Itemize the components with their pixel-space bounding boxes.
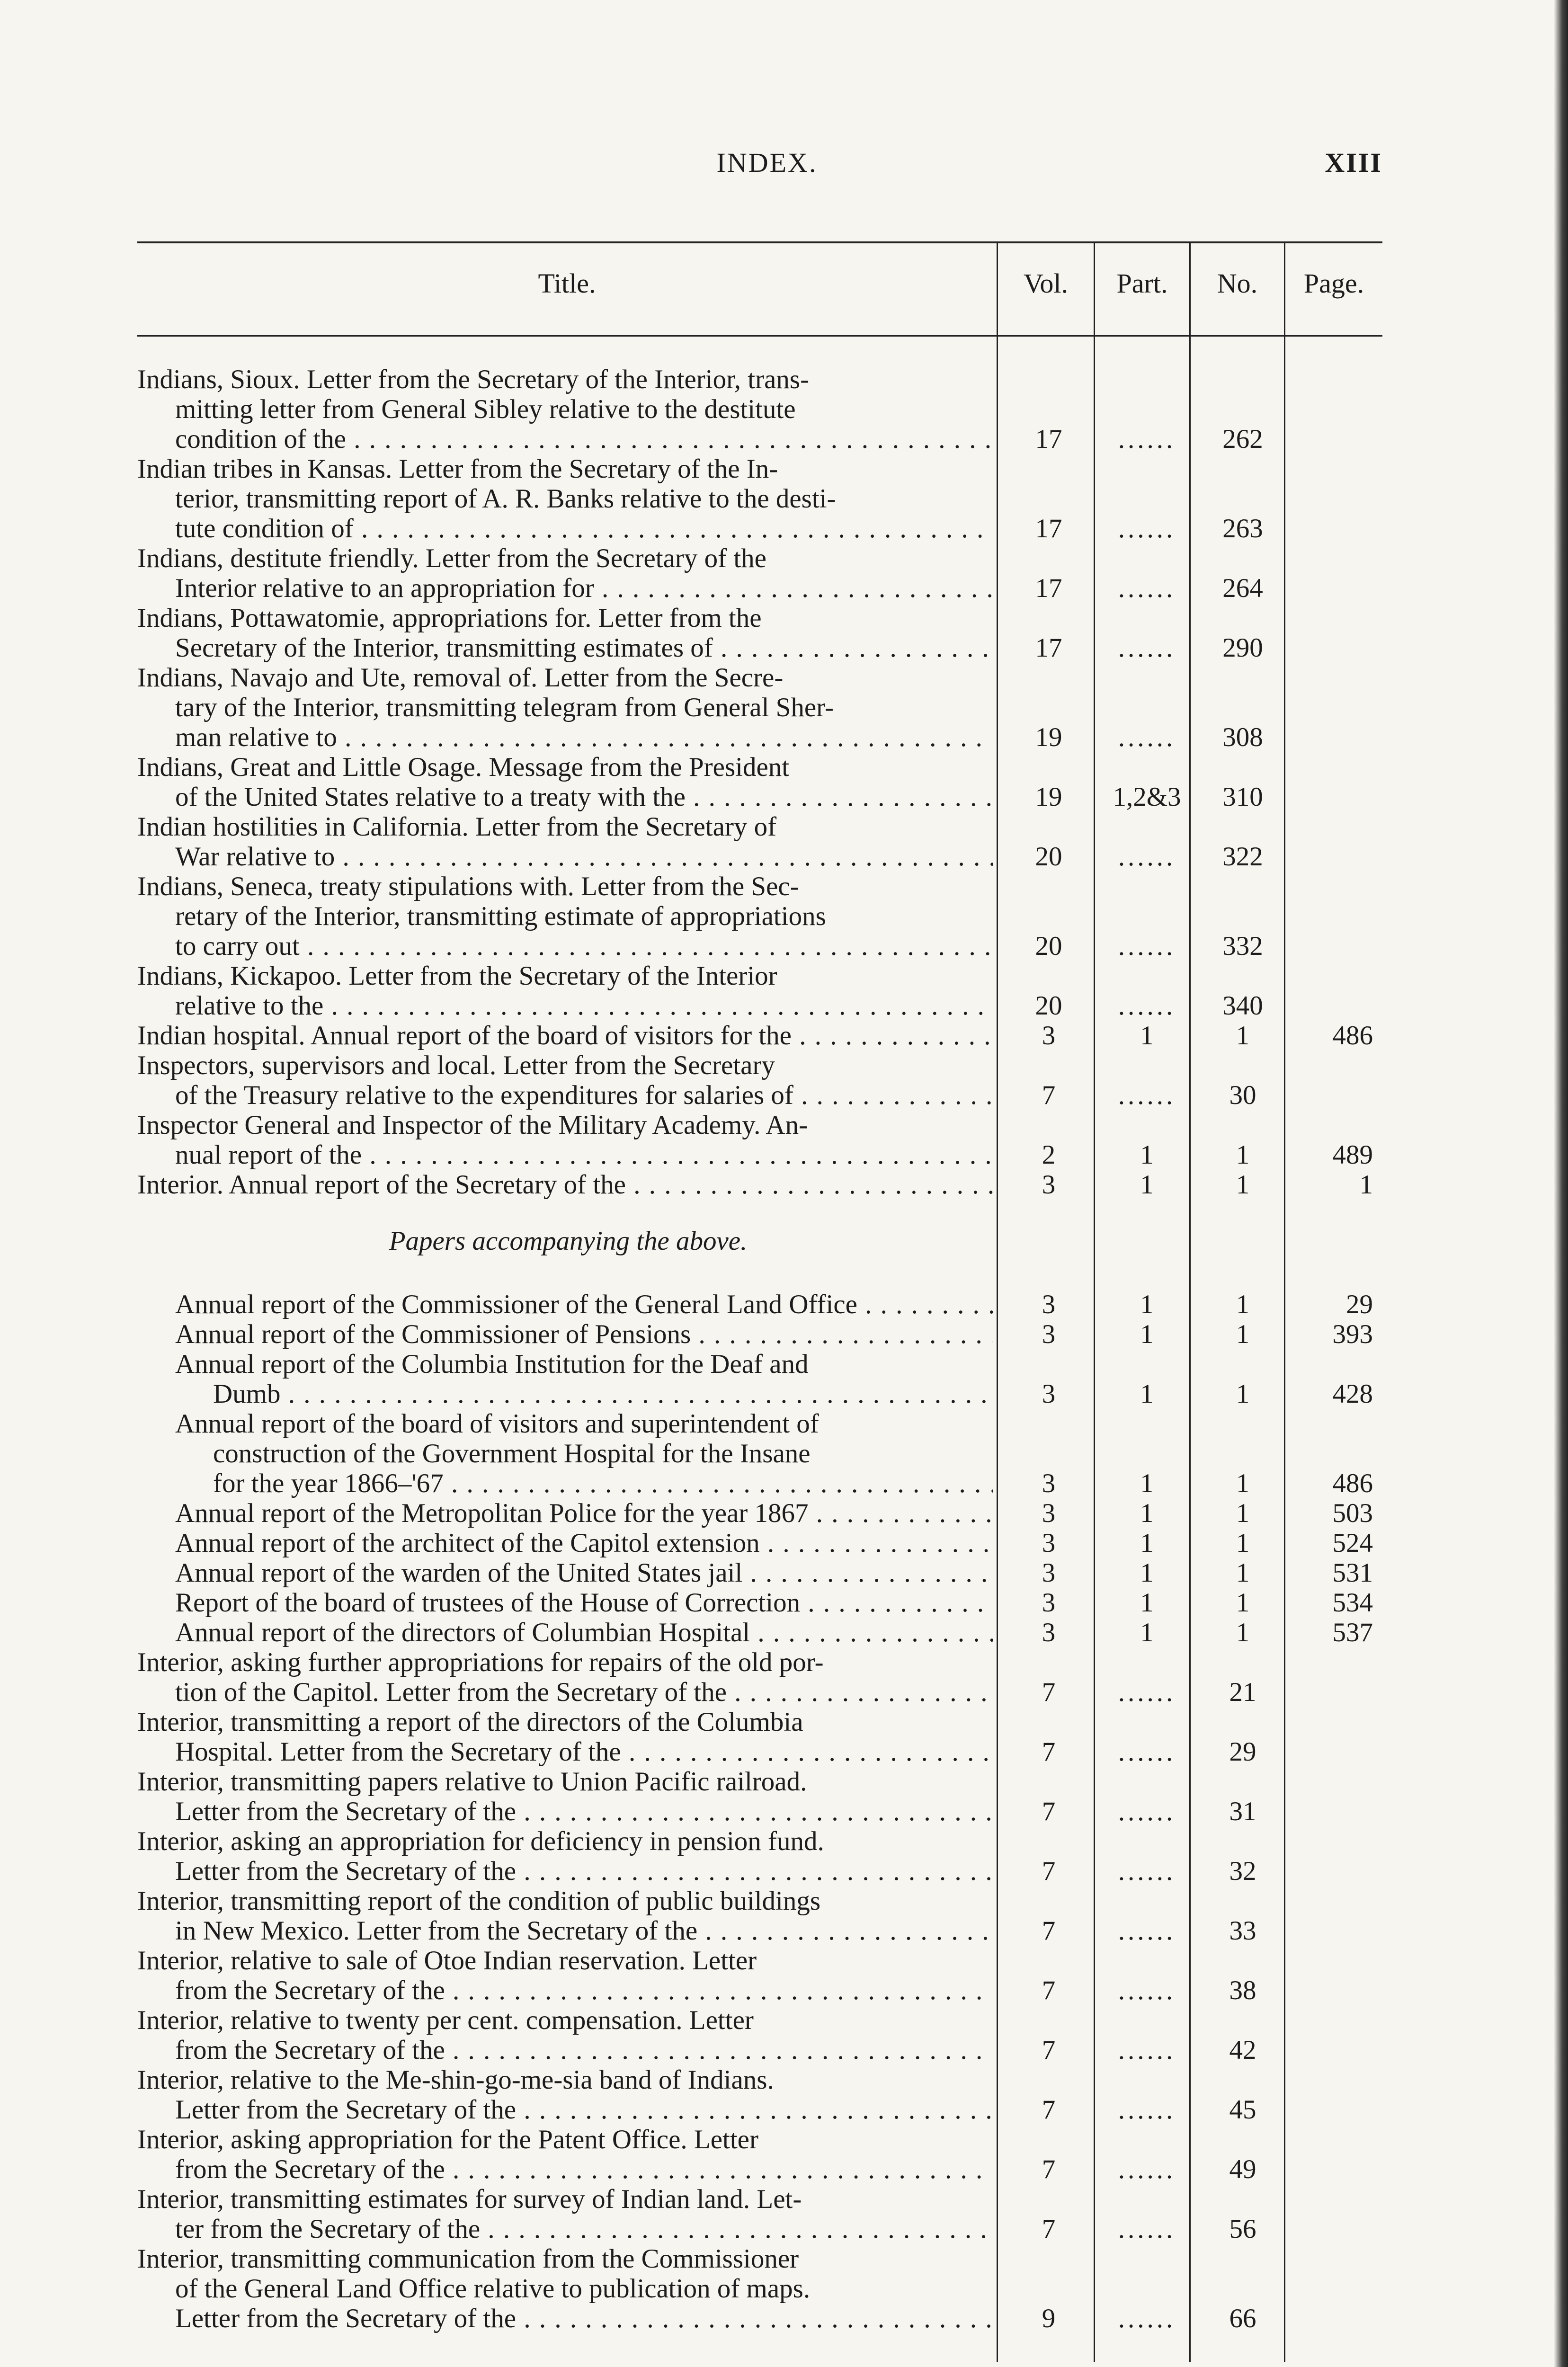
index-entries	[137, 365, 1382, 2333]
entry-title-line: Interior, relative to the Me-shin-go-me-sia band of Indians.	[137, 2065, 774, 2095]
index-entry	[137, 365, 1382, 454]
entry-title-line: War relative to . . .	[137, 842, 993, 872]
entry-title	[137, 1498, 999, 1528]
entry-vol: 7	[1042, 2214, 1056, 2244]
entries-main	[137, 365, 1382, 1200]
index-entry	[137, 1349, 1382, 1409]
entry-part: ......	[1118, 1856, 1176, 1886]
entry-title-line: from the Secretary of the . . .	[137, 2035, 993, 2065]
entry-title-line: of the Treasury relative to the expenditures for salaries of . . .	[137, 1080, 993, 1110]
entry-part: ......	[1118, 514, 1176, 543]
entry-title	[137, 1618, 999, 1647]
entry-no: 66	[1229, 2304, 1256, 2333]
entry-page	[1290, 1946, 1382, 2005]
entry-no: 1	[1236, 1498, 1250, 1528]
entry-no: 332	[1222, 931, 1263, 961]
entry-no: 21	[1229, 1677, 1256, 1707]
entry-title-line: Annual report of the Commissioner of the General Land Office . . .	[137, 1290, 993, 1319]
entry-no: 1	[1236, 1558, 1250, 1588]
entry-title-line: Interior, asking further appropriations for repairs of the old por-	[137, 1647, 824, 1677]
entry-part: ......	[1118, 1797, 1176, 1826]
entry-no: 1	[1236, 1468, 1250, 1498]
entry-vol: 3	[1042, 1379, 1056, 1409]
entry-no: 1	[1236, 1528, 1250, 1558]
entry-title-line: Annual report of the board of visitors and superintendent of	[175, 1409, 819, 1439]
entry-part: ......	[1118, 424, 1176, 454]
entry-vol: 17	[1035, 514, 1062, 543]
entry-vol: 9	[1042, 2304, 1056, 2333]
entry-no: 32	[1229, 1856, 1256, 1886]
entry-no: 42	[1229, 2035, 1256, 2065]
entry-title	[137, 752, 999, 812]
entry-title-line: Indians, destitute friendly. Letter from the Secretary of the	[137, 543, 766, 573]
entry-title-line: Letter from the Secretary of the . . .	[137, 1797, 993, 1826]
entry-part: ......	[1118, 1737, 1176, 1767]
entry-part: 1	[1140, 1140, 1154, 1170]
entry-vol: 7	[1042, 1737, 1056, 1767]
entry-vol: 7	[1042, 1916, 1056, 1946]
index-entry	[137, 1110, 1382, 1170]
entry-vol: 20	[1035, 842, 1062, 872]
index-entry	[137, 543, 1382, 603]
entry-part: ......	[1118, 1975, 1176, 2005]
entry-title-line: Indians, Kickapoo. Letter from the Secretary of the Interior	[137, 961, 777, 991]
index-entry	[137, 1886, 1382, 1946]
entry-no: 310	[1222, 782, 1263, 812]
entry-title	[137, 1290, 999, 1319]
entry-title-line: for the year 1866–'67 . . .	[137, 1468, 993, 1498]
entry-page: 486	[1332, 1021, 1373, 1050]
entry-vol: 3	[1042, 1021, 1056, 1050]
column-header-no: No.	[1217, 268, 1258, 299]
entry-title-line: Annual report of the Columbia Institution for the Deaf and	[175, 1349, 809, 1379]
entry-page: 531	[1332, 1558, 1373, 1588]
column-header-vol: Vol.	[1023, 268, 1069, 299]
entry-part: ......	[1118, 1916, 1176, 1946]
page-title: INDEX.	[716, 147, 818, 178]
entry-page	[1290, 543, 1382, 603]
index-entry	[137, 1588, 1382, 1618]
entry-title-line: Interior, transmitting papers relative to Union Pacific railroad.	[137, 1767, 807, 1797]
entry-title	[137, 1946, 999, 2005]
entry-part: ......	[1118, 991, 1176, 1021]
index-entry	[137, 2005, 1382, 2065]
entry-title	[137, 1409, 999, 1498]
index-entry	[137, 1409, 1382, 1498]
entry-title-line: Annual report of the architect of the Capitol extension . . .	[137, 1528, 993, 1558]
entry-vol: 3	[1042, 1498, 1056, 1528]
entry-title	[137, 1558, 999, 1588]
entry-title-line: nual report of the . . .	[137, 1140, 993, 1170]
entry-page	[1290, 454, 1382, 543]
entry-no: 30	[1229, 1080, 1256, 1110]
entry-title	[137, 365, 999, 454]
entry-no: 262	[1222, 424, 1263, 454]
entry-title	[137, 1647, 999, 1707]
entry-no: 264	[1222, 573, 1263, 603]
entry-title-line: from the Secretary of the . . .	[137, 2154, 993, 2184]
entry-part: 1	[1140, 1290, 1154, 1319]
entry-title-line: Interior, asking an appropriation for deficiency in pension fund.	[137, 1826, 824, 1856]
entry-page	[1290, 1647, 1382, 1707]
index-entry	[137, 2244, 1382, 2333]
entry-no: 1	[1236, 1319, 1250, 1349]
entry-title-line: Inspectors, supervisors and local. Letter from the Secretary	[137, 1050, 775, 1080]
entry-page: 486	[1332, 1468, 1373, 1498]
entry-title	[137, 961, 999, 1021]
entry-title-line: Indians, Seneca, treaty stipulations with. Letter from the Sec-	[137, 872, 799, 901]
entry-vol: 17	[1035, 573, 1062, 603]
entry-title-line: to carry out . . .	[137, 931, 993, 961]
index-entry	[137, 1498, 1382, 1528]
entry-page: 534	[1332, 1588, 1373, 1618]
entry-title	[137, 2244, 999, 2333]
entry-title	[137, 663, 999, 752]
entry-vol: 20	[1035, 991, 1062, 1021]
index-entry	[137, 1021, 1382, 1050]
index-entry	[137, 1558, 1382, 1588]
index-entry	[137, 2065, 1382, 2125]
entry-page	[1290, 603, 1382, 663]
index-entry	[137, 1528, 1382, 1558]
entry-vol: 7	[1042, 1975, 1056, 2005]
index-entry	[137, 1290, 1382, 1319]
entry-title	[137, 1021, 999, 1050]
entry-title	[137, 454, 999, 543]
entry-part: 1	[1140, 1379, 1154, 1409]
entry-vol: 19	[1035, 782, 1062, 812]
entry-no: 1	[1236, 1618, 1250, 1647]
entry-vol: 7	[1042, 2035, 1056, 2065]
entry-no: 29	[1229, 1737, 1256, 1767]
entry-title-line: tary of the Interior, transmitting telegram from General Sher-	[175, 693, 834, 722]
entry-page	[1290, 812, 1382, 872]
entry-no: 340	[1222, 991, 1263, 1021]
entry-page	[1290, 1826, 1382, 1886]
entry-page	[1290, 1707, 1382, 1767]
entry-title	[137, 1767, 999, 1826]
entry-vol: 3	[1042, 1170, 1056, 1200]
table-header-rule	[137, 335, 1382, 337]
entry-title-line: Interior, transmitting report of the condition of public buildings	[137, 1886, 821, 1916]
entry-title-line: Secretary of the Interior, transmitting estimates of . . .	[137, 633, 993, 663]
entry-vol: 7	[1042, 1677, 1056, 1707]
entry-vol: 3	[1042, 1290, 1056, 1319]
entry-page	[1290, 365, 1382, 454]
entry-page	[1290, 2125, 1382, 2184]
entry-title-line: ter from the Secretary of the . . .	[137, 2214, 993, 2244]
entry-no: 1	[1236, 1140, 1250, 1170]
entry-page	[1290, 1050, 1382, 1110]
entry-part: ......	[1118, 2095, 1176, 2125]
entry-title-line: Hospital. Letter from the Secretary of the . . .	[137, 1737, 993, 1767]
entry-part: 1	[1140, 1618, 1154, 1647]
column-header-title: Title.	[538, 268, 596, 299]
entry-title	[137, 1826, 999, 1886]
entry-no: 1	[1236, 1379, 1250, 1409]
entry-title-line: Annual report of the Commissioner of Pensions . . .	[137, 1319, 993, 1349]
entry-title-line: Letter from the Secretary of the . . .	[137, 2095, 993, 2125]
entry-title-line: tute condition of . . .	[137, 514, 993, 543]
entry-vol: 3	[1042, 1468, 1056, 1498]
entry-page: 503	[1332, 1498, 1373, 1528]
entry-page: 393	[1332, 1319, 1373, 1349]
index-entry	[137, 2125, 1382, 2184]
entry-page	[1290, 872, 1382, 961]
entry-title-line: Indian tribes in Kansas. Letter from the Secretary of the In-	[137, 454, 778, 484]
entry-title-line: Indian hostilities in California. Letter from the Secretary of	[137, 812, 777, 842]
entry-title-line: Interior, transmitting communication from the Commissioner	[137, 2244, 799, 2274]
entry-no: 49	[1229, 2154, 1256, 2184]
entry-vol: 3	[1042, 1528, 1056, 1558]
index-entry	[137, 1826, 1382, 1886]
entry-no: 308	[1222, 722, 1263, 752]
entry-title-line: Interior, relative to twenty per cent. compensation. Letter	[137, 2005, 754, 2035]
entry-title-line: from the Secretary of the . . .	[137, 1975, 993, 2005]
entry-part: ......	[1118, 842, 1176, 872]
entry-part: 1	[1140, 1588, 1154, 1618]
entry-title-line: man relative to . . .	[137, 722, 993, 752]
entry-part: ......	[1118, 2035, 1176, 2065]
entry-no: 1	[1236, 1588, 1250, 1618]
entry-title-line: condition of the . . .	[137, 424, 993, 454]
page-number: XIII	[1325, 147, 1382, 178]
index-entry	[137, 812, 1382, 872]
entry-part: 1	[1140, 1021, 1154, 1050]
index-entry	[137, 1618, 1382, 1647]
entry-page: 428	[1332, 1379, 1373, 1409]
entry-page	[1290, 2184, 1382, 2244]
entry-part: ......	[1118, 722, 1176, 752]
entry-part: 1,2&3	[1113, 782, 1181, 812]
entry-vol: 7	[1042, 1856, 1056, 1886]
entry-title-line: Indians, Great and Little Osage. Message from the President	[137, 752, 790, 782]
entry-page	[1290, 2065, 1382, 2125]
entry-no: 1	[1236, 1290, 1250, 1319]
entry-vol: 17	[1035, 424, 1062, 454]
entry-page	[1290, 663, 1382, 752]
index-entry	[137, 872, 1382, 961]
table-top-rule	[137, 241, 1382, 243]
entry-title-line: Interior. Annual report of the Secretary of the . . .	[137, 1170, 993, 1200]
section-heading: Papers accompanying the above.	[389, 1226, 748, 1256]
entry-title-line: terior, transmitting report of A. R. Banks relative to the desti-	[175, 484, 836, 514]
entry-vol: 3	[1042, 1558, 1056, 1588]
entry-vol: 7	[1042, 1797, 1056, 1826]
entry-title-line: Annual report of the warden of the United States jail . . .	[137, 1558, 993, 1588]
entry-page	[1290, 961, 1382, 1021]
entry-title	[137, 1707, 999, 1767]
entry-title	[137, 2125, 999, 2184]
entry-title	[137, 543, 999, 603]
entries-interior	[137, 1647, 1382, 2333]
entry-page	[1290, 2244, 1382, 2333]
index-entry	[137, 603, 1382, 663]
entry-title-line: relative to the . . .	[137, 991, 993, 1021]
index-entry	[137, 1647, 1382, 1707]
entry-no: 45	[1229, 2095, 1256, 2125]
entry-title	[137, 872, 999, 961]
entry-part: ......	[1118, 2154, 1176, 2184]
entry-no: 56	[1229, 2214, 1256, 2244]
entry-title-line: tion of the Capitol. Letter from the Secretary of the . . .	[137, 1677, 993, 1707]
entry-title-line: construction of the Government Hospital for the Insane	[213, 1439, 811, 1468]
entry-part: ......	[1118, 1080, 1176, 1110]
entry-no: 263	[1222, 514, 1263, 543]
entry-title	[137, 812, 999, 872]
entry-vol: 17	[1035, 633, 1062, 663]
page-edge-shadow	[1554, 0, 1568, 2367]
entry-vol: 3	[1042, 1319, 1056, 1349]
entry-part: ......	[1118, 573, 1176, 603]
entry-no: 290	[1222, 633, 1263, 663]
entry-page: 1	[1359, 1170, 1373, 1200]
entry-page	[1290, 752, 1382, 812]
index-entry	[137, 961, 1382, 1021]
entry-title	[137, 1528, 999, 1558]
index-entry	[137, 1767, 1382, 1826]
entry-part: 1	[1140, 1468, 1154, 1498]
entry-no: 1	[1236, 1021, 1250, 1050]
entry-title-line: Dumb . . .	[137, 1379, 993, 1409]
entry-title-line: Indians, Sioux. Letter from the Secretary of the Interior, trans-	[137, 365, 810, 394]
entry-vol: 2	[1042, 1140, 1056, 1170]
entry-part: ......	[1118, 2304, 1176, 2333]
entry-title-line: Annual report of the Metropolitan Police for the year 1867 . . .	[137, 1498, 993, 1528]
entry-title	[137, 1170, 999, 1200]
entry-title-line: Annual report of the directors of Columbian Hospital . . .	[137, 1618, 993, 1647]
entry-no: 33	[1229, 1916, 1256, 1946]
index-entry	[137, 1946, 1382, 2005]
index-entry	[137, 454, 1382, 543]
index-entry	[137, 663, 1382, 752]
entry-title	[137, 2005, 999, 2065]
entry-no: 31	[1229, 1797, 1256, 1826]
entry-title-line: Indian hospital. Annual report of the board of visitors for the . . .	[137, 1021, 993, 1050]
column-header-part: Part.	[1116, 268, 1168, 299]
entry-title-line: Interior, relative to sale of Otoe Indian reservation. Letter	[137, 1946, 757, 1975]
entries-papers	[137, 1290, 1382, 1647]
entry-title-line: Interior, asking appropriation for the Patent Office. Letter	[137, 2125, 758, 2154]
entry-title-line: retary of the Interior, transmitting estimate of appropriations	[175, 901, 826, 931]
entry-no: 38	[1229, 1975, 1256, 2005]
entry-part: 1	[1140, 1319, 1154, 1349]
entry-part: ......	[1118, 633, 1176, 663]
entry-vol: 7	[1042, 2095, 1056, 2125]
entry-title-line: Letter from the Secretary of the . . .	[137, 2304, 993, 2333]
index-entry	[137, 1319, 1382, 1349]
entry-part: ......	[1118, 2214, 1176, 2244]
entry-title-line: Interior relative to an appropriation for . . .	[137, 573, 993, 603]
entry-title-line: Interior, transmitting a report of the directors of the Columbia	[137, 1707, 803, 1737]
entry-vol: 20	[1035, 931, 1062, 961]
entry-title	[137, 1050, 999, 1110]
index-entry	[137, 1050, 1382, 1110]
entry-vol: 3	[1042, 1588, 1056, 1618]
entry-title-line: Interior, transmitting estimates for survey of Indian land. Let-	[137, 2184, 802, 2214]
entry-part: 1	[1140, 1558, 1154, 1588]
entry-title-line: Indians, Pottawatomie, appropriations for. Letter from the	[137, 603, 762, 633]
entry-part: 1	[1140, 1528, 1154, 1558]
entry-title-line: Report of the board of trustees of the House of Correction . . .	[137, 1588, 993, 1618]
entry-page: 489	[1332, 1140, 1373, 1170]
entry-vol: 7	[1042, 1080, 1056, 1110]
entry-page	[1290, 1886, 1382, 1946]
entry-title	[137, 1588, 999, 1618]
entry-vol: 3	[1042, 1618, 1056, 1647]
entry-part: ......	[1118, 931, 1176, 961]
entry-part: ......	[1118, 1677, 1176, 1707]
entry-part: 1	[1140, 1170, 1154, 1200]
entry-title-line: mitting letter from General Sibley relative to the destitute	[175, 394, 796, 424]
entry-page: 29	[1346, 1290, 1373, 1319]
entry-title-line: Letter from the Secretary of the . . .	[137, 1856, 993, 1886]
column-header-page: Page.	[1303, 268, 1364, 299]
index-entry	[137, 1170, 1382, 1200]
entry-no: 1	[1236, 1170, 1250, 1200]
entry-vol: 19	[1035, 722, 1062, 752]
entry-title	[137, 2184, 999, 2244]
entry-title-line: of the General Land Office relative to publication of maps.	[175, 2274, 811, 2304]
entry-page	[1290, 1767, 1382, 1826]
entry-title-line: Inspector General and Inspector of the Military Academy. An-	[137, 1110, 808, 1140]
entry-page	[1290, 2005, 1382, 2065]
entry-title	[137, 1349, 999, 1409]
index-entry	[137, 752, 1382, 812]
entry-page: 537	[1332, 1618, 1373, 1647]
entry-title	[137, 1110, 999, 1170]
entry-title-line: in New Mexico. Letter from the Secretary of the . . .	[137, 1916, 993, 1946]
entry-title	[137, 1319, 999, 1349]
entry-no: 322	[1222, 842, 1263, 872]
entry-part: 1	[1140, 1498, 1154, 1528]
index-entry	[137, 2184, 1382, 2244]
entry-title	[137, 603, 999, 663]
entry-title-line: of the United States relative to a treaty with the . . .	[137, 782, 993, 812]
entry-title	[137, 2065, 999, 2125]
entry-vol: 7	[1042, 2154, 1056, 2184]
index-entry	[137, 1707, 1382, 1767]
entry-title	[137, 1886, 999, 1946]
entry-page: 524	[1332, 1528, 1373, 1558]
entry-title-line: Indians, Navajo and Ute, removal of. Letter from the Secre-	[137, 663, 784, 693]
